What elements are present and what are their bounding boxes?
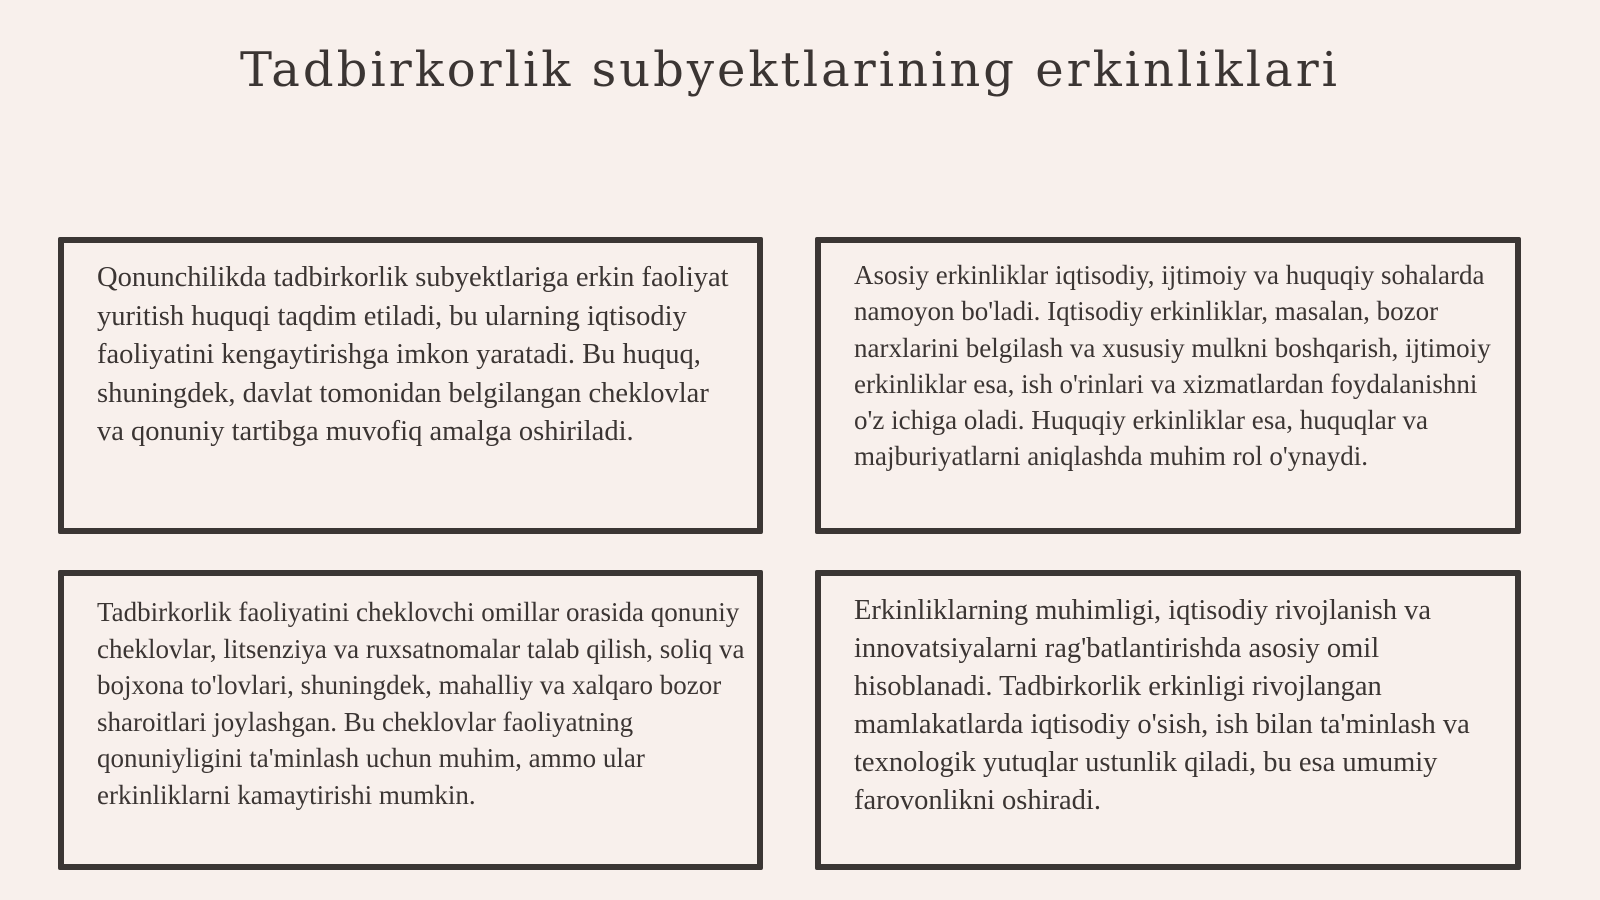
info-card-limiting-factors	[58, 570, 763, 870]
info-card-main-freedoms	[815, 237, 1521, 534]
card-text: Qonunchilikda tadbirkorlik subyektlariga erkin faoliyat yuritish huquqi taqdim etiladi, bu ularning iqtisodiy faoliyatini kengaytirishga imkon yaratadi. Bu huquq, shuningdek, davlat tomonidan belgilangan cheklovlar va qonuniy tartibga muvofiq amalga oshiriladi.	[97, 262, 729, 447]
slide-title: Tadbirkorlik subyektlarining erkinliklari	[240, 42, 1340, 98]
info-card-legal-right	[58, 237, 763, 534]
card-text: Asosiy erkinliklar iqtisodiy, ijtimoiy va huquqiy sohalarda namoyon bo'ladi. Iqtisodiy erkinliklar, masalan, bozor narxlarini belgilash va xususiy mulkni boshqarish, ijtimoiy erkinliklar esa, ish o'rinlari va xizmatlardan foydalanishni o'z ichiga oladi. Huquqiy erkinliklar esa, huquqlar va majburiyatlarni aniqlashda muhim rol o'ynaydi.	[854, 260, 1491, 472]
card-text: Erkinliklarning muhimligi, iqtisodiy rivojlanish va innovatsiyalarni rag'batlantirishda asosiy omil hisoblanadi. Tadbirkorlik erkinligi rivojlangan mamlakatlarda iqtisodiy o'sish, ish bilan ta'minlash va texnologik yutuqlar ustunlik qiladi, bu esa umumiy farovonlikni oshiradi.	[854, 595, 1470, 816]
card-text: Tadbirkorlik faoliyatini cheklovchi omillar orasida qonuniy cheklovlar, litsenziya va ruxsatnomalar talab qilish, soliq va bojxona to'lovlari, shuningdek, mahalliy va xalqaro bozor sharoitlari joylashgan. Bu cheklovlar faoliyatning qonuniyligini ta'minlash uchun muhim, ammo ular erkinliklarni kamaytirishi mumkin.	[97, 597, 745, 810]
info-card-importance	[815, 570, 1521, 870]
